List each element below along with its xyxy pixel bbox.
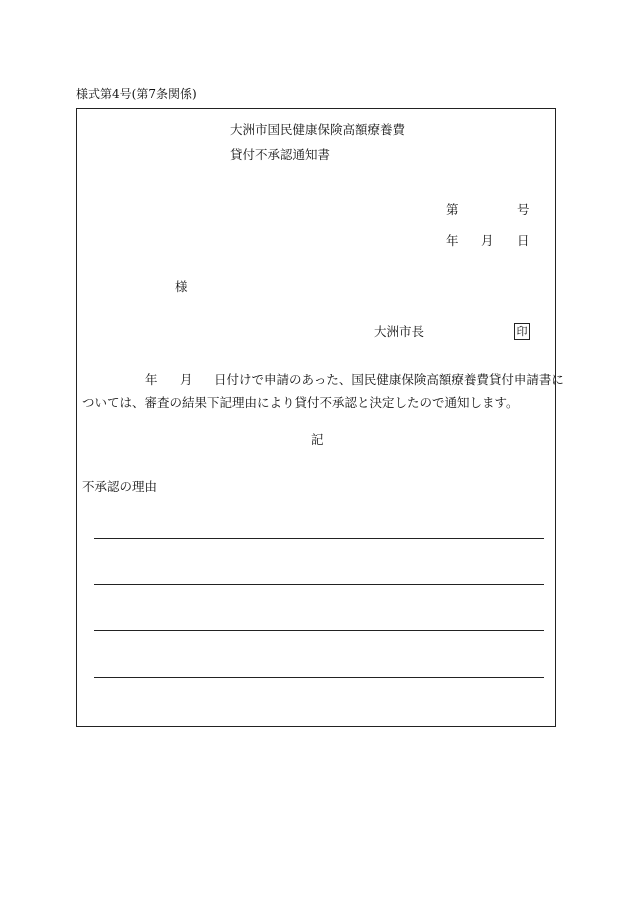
form-frame: [76, 108, 556, 727]
body-year-label: 年: [145, 372, 158, 387]
seal-mark: 印: [514, 323, 530, 340]
number-suffix: 号: [517, 202, 530, 217]
reason-line-2: [94, 584, 544, 585]
document-title-line2: 貸付不承認通知書: [230, 147, 331, 162]
number-prefix: 第: [446, 202, 459, 217]
date-month-label: 月: [481, 233, 494, 248]
reason-line-3: [94, 630, 544, 631]
body-month-label: 月: [180, 372, 193, 387]
reason-line-4: [94, 677, 544, 678]
body-text-line2: ついては、審査の結果下記理由により貸付不承認と決定したので通知します。: [82, 395, 519, 410]
addressee-suffix: 様: [175, 279, 188, 294]
date-year-label: 年: [446, 233, 459, 248]
issuer-name: 大洲市長: [374, 324, 425, 339]
document-title-line1: 大洲市国民健康保険高額療養費: [230, 122, 406, 137]
body-text-line1: 日付けで申請のあった、国民健康保険高額療養費貸付申請書に: [214, 372, 564, 387]
reason-line-1: [94, 538, 544, 539]
ki-heading: 記: [311, 432, 324, 447]
reason-label: 不承認の理由: [82, 479, 158, 494]
date-day-label: 日: [517, 233, 530, 248]
form-label: 様式第4号(第7条関係): [76, 87, 197, 101]
